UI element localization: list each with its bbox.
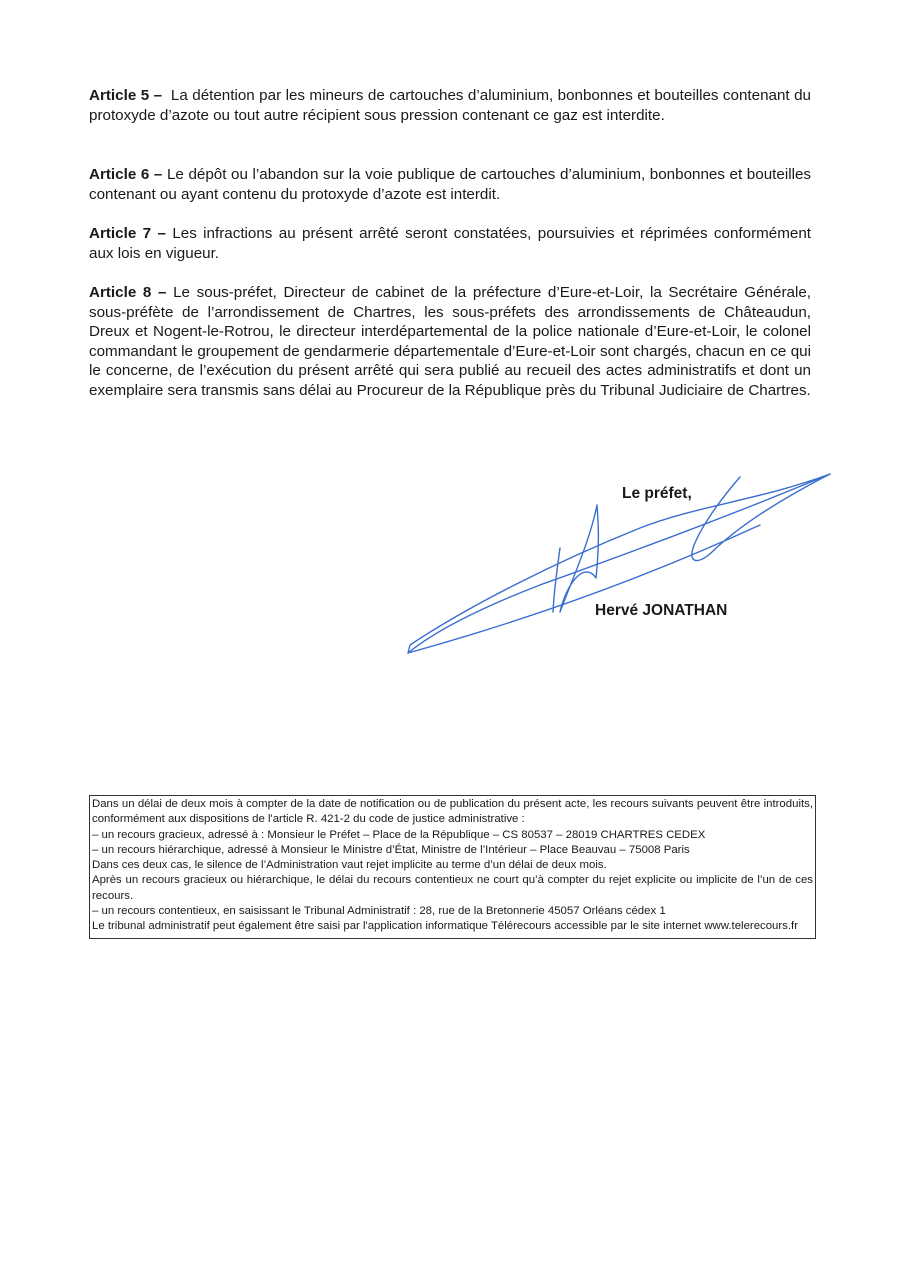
notice-line: Le tribunal administratif peut également être saisi par l'application informatique Télérecours accessible par le site internet www.telerecours.fr — [92, 920, 799, 933]
notice-line: Dans un délai de deux mois à compter de la date de notification ou de publication du présent acte, les recours suivants peuvent être introduits, conformément aux dispositions de l'article R. 421-2 du code de justice administrative : — [92, 798, 813, 826]
legal-recourse-notice — [89, 795, 816, 939]
article-label: Article 7 – — [89, 225, 166, 242]
article-text: Les infractions au présent arrêté seront constatées, poursuivies et réprimées conformément aux lois en vigueur. — [89, 225, 811, 262]
article-label: Article 5 – — [89, 87, 163, 104]
article-text: La détention par les mineurs de cartouches d’aluminium, bonbonnes et bouteilles contenant du protoxyde d’azote ou tout autre récipient sous pression contenant ce gaz est interdite. — [89, 87, 811, 124]
article-text: Le dépôt ou l’abandon sur la voie publique de cartouches d’aluminium, bonbonnes et bouteilles contenant ou ayant contenu du protoxyde d’azote est interdit. — [89, 166, 811, 203]
signatory-title: Le préfet, — [622, 485, 692, 502]
article-text: Le sous-préfet, Directeur de cabinet de la préfecture d’Eure-et-Loir, la Secrétaire Générale, sous-préfète de l’arrondissement de Chartres, les sous-préfets des arrondissements de Châteaudun, Dreux et Nogent-le-Rotrou, le directeur interdépartemental de la police nationale d’Eure-et-Loir, le colonel commandant le groupement de gendarmerie départementale d’Eure-et-Loir sont chargés, chacun en ce qui le concerne, de l’exécution du présent arrêté qui sera publié au recueil des actes administratifs et dont un exemplaire sera transmis sans délai au Procureur de la République près du Tribunal Judiciaire de Chartres. — [89, 284, 811, 399]
notice-line: Dans ces deux cas, le silence de l’Administration vaut rejet implicite au terme d’un délai de deux mois. — [92, 859, 607, 872]
article-label: Article 6 – — [89, 166, 163, 183]
signatory-name: Hervé JONATHAN — [595, 602, 728, 619]
article-label: Article 8 – — [89, 284, 167, 301]
notice-line: Après un recours gracieux ou hiérarchique, le délai du recours contentieux ne court qu’à compter du rejet explicite ou implicite de l’un de ces recours. — [92, 874, 813, 902]
notice-line: – un recours contentieux, en saisissant le Tribunal Administratif : 28, rue de la Bretonnerie 45057 Orléans cédex 1 — [92, 905, 666, 918]
notice-line: – un recours hiérarchique, adressé à Monsieur le Ministre d’État, Ministre de l’Intérieur – Place Beauvau – 75008 Paris — [92, 843, 690, 856]
notice-line: – un recours gracieux, adressé à : Monsieur le Préfet – Place de la République – CS 80537 – 28019 CHARTRES CEDEX — [92, 828, 706, 841]
